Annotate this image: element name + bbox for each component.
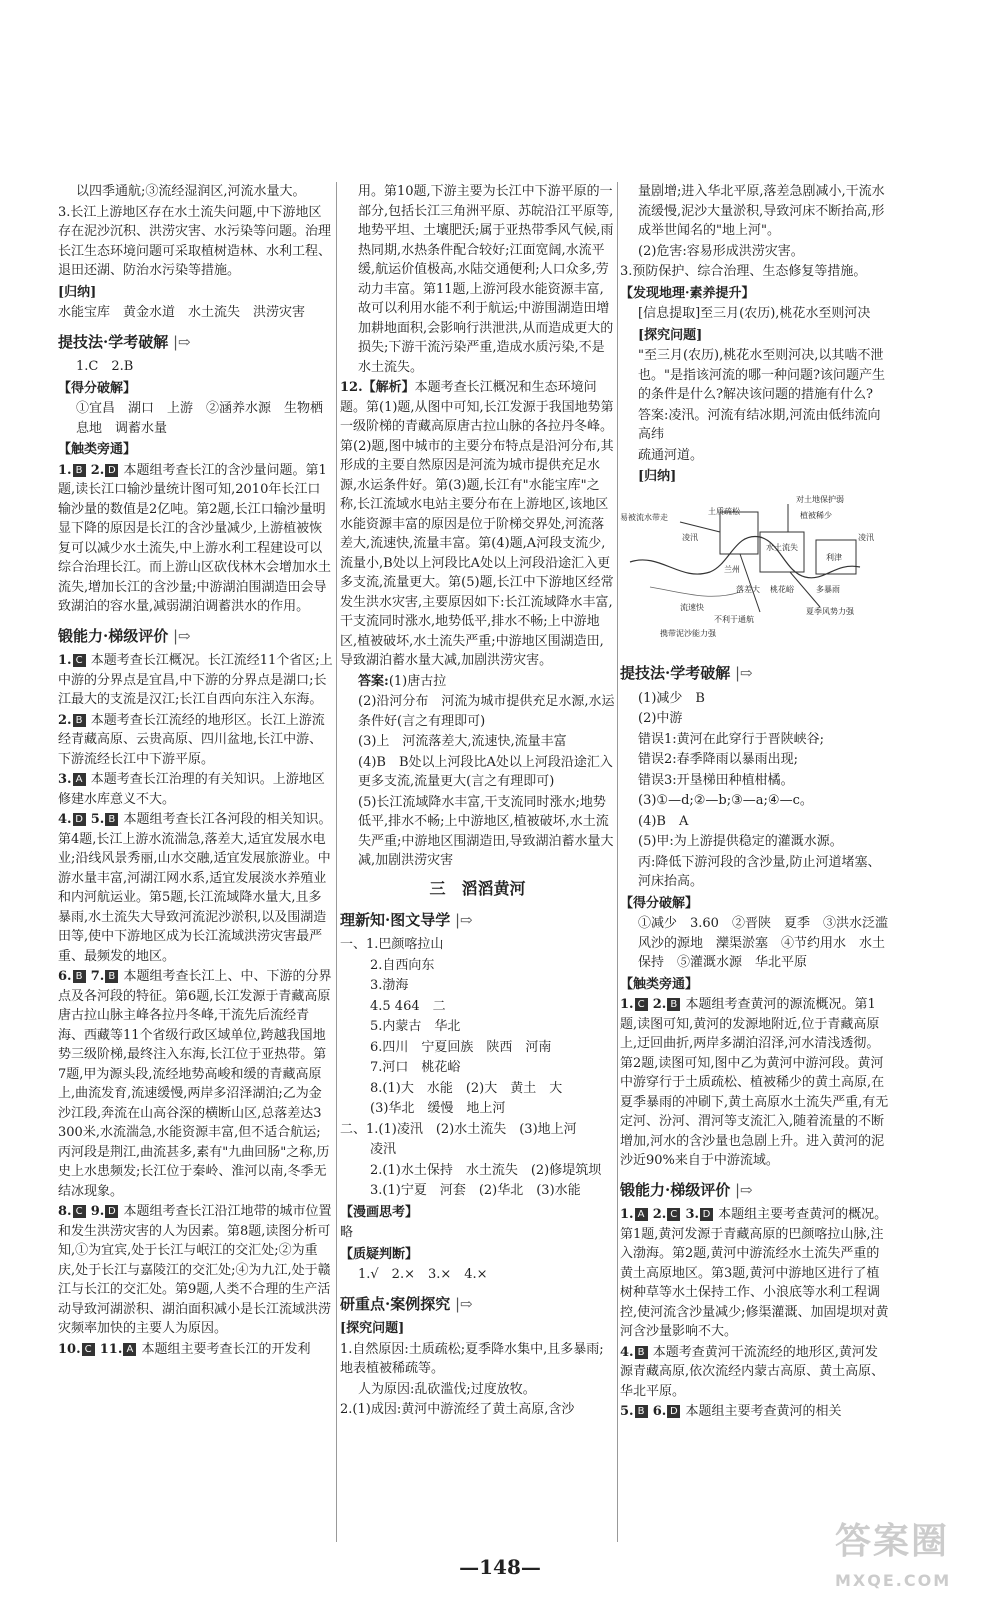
- answer-line: 凌汛: [370, 1142, 397, 1157]
- answer-badge: B: [667, 998, 680, 1011]
- info-extract: [信息提取]至三月(农历),桃花水至则河决: [638, 306, 871, 321]
- answer-line: 2.(1)成因:黄河中游流经了黄土高原,含沙: [340, 1402, 575, 1417]
- answer-badge: B: [73, 714, 86, 727]
- summary-label: [归纳]: [58, 284, 97, 300]
- answer-line: 1.自然原因:土质疏松;夏季降水集中,且多暴雨;地表植被稀疏等。: [340, 1341, 604, 1376]
- answer-item: 3. A 本题考查长江治理的有关知识。上游地区修建水库意义不大。: [58, 772, 325, 807]
- answer-badge: C: [73, 1205, 86, 1218]
- answer-line: (5)甲:为上游提供稳定的灌溉水源。: [638, 834, 843, 849]
- answer-line: 5.内蒙古 华北: [370, 1019, 461, 1034]
- section-heading: 提技法·学考破解 |⇨: [620, 664, 753, 682]
- answer-line: (1)减少 B: [638, 690, 705, 706]
- explore-label: [探究问题]: [638, 327, 703, 343]
- answer-badge: D: [667, 1405, 680, 1418]
- comic-label: 【漫画思考】: [340, 1204, 419, 1220]
- answer-line: (2)中游: [638, 711, 683, 726]
- answer-item: 12.【解析】本题考查长江概况和生态环境问题。第(1)题,从图中可知,长江发源于我国地势第一级阶梯的青藏高原唐古拉山脉的各拉丹冬峰。第(2)题,图中城市的主要分布特点是沿河分布,其形成的主要自然原因是河流为城市提供充足水源,水运条件好。第(3)题,长江有"水能宝库"之称,长江流域水电站主要分布在上游地区,该地区水能资源丰富的原因是位于阶梯交界处,河流落差大,流速快,流量丰富。第(4)题,A河段支流少,流量小,B处以上河段比A处以上河段沿途汇入更多支流,流量更大。第(5)题,长江中下游地区经常发生洪水灾害,主要原因如下:长江流域降水丰富,干支流同时涨水,地势低平,排水不畅;上中游地区,植被破坏,水土流失严重;中游地区围湖造田,导致湖泊蓄水量大减,加剧洪涝灾害。: [340, 380, 614, 668]
- answer-badge: D: [105, 1205, 118, 1218]
- diagram-label: 不利于通航: [714, 614, 754, 624]
- answer-line: (4)B A: [638, 813, 689, 829]
- diagram-label: 多暴雨: [816, 584, 840, 594]
- answer-item: 4. B 本题考查黄河干流流经的地形区,黄河发源青藏高原,依次流经内蒙古高原、黄土高原、华北平原。: [620, 1344, 885, 1399]
- column-divider: [617, 182, 618, 1542]
- column-divider: [336, 182, 337, 1542]
- score-analysis-label: 【得分破解】: [58, 380, 137, 396]
- diagram-label: 利津: [826, 552, 842, 562]
- answer-item: 6. B 7. B 本题组考查长江上、中、下游的分界点及各河段的特征。第6题,长江发源于青藏高原唐古拉山脉主峰各拉丹冬峰,干流先后流经青海、西藏等11个省级行政区域单位,跨越我国地势三级阶梯,最终注入东海,长江位于亚热带。第7题,甲为源头段,流经地势高峻和缓的青藏高原上,曲流发育,流速缓慢,两岸多沼泽湖泊;乙为金沙江段,奔流在山高谷深的横断山区,总落差达3 300米,水流湍急,水能资源丰富,但不适合航运;丙河段是荆江,曲流甚多,素有"九曲回肠"之称,历史上水患频发;长江位于秦岭、淮河以南,冬季无结冰现象。: [58, 969, 332, 1199]
- analogy-label: 【触类旁通】: [58, 442, 137, 457]
- explore-label: [探究问题]: [340, 1321, 405, 1336]
- answer-item: 8. C 9. D 本题组考查长江沿江地带的城市位置和发生洪涝灾害的人为因素。第8题,读图分析可知,①为宜宾,处于长江与岷江的交汇处;②为重庆,处于长江与嘉陵江的交汇处;④为九江,处于赣江与长江的交汇处。第9题,人类不合理的生产活动导致河湖淤积、湖泊面积减小是长江流域洪涝灾频率加快的主要人为原因。: [58, 1204, 332, 1336]
- answer-item: 4. D 5. B 本题组考查长江各河段的相关知识。第4题,长江上游水流湍急,落差大,适宜发展水电业;沿线风景秀丽,山水交融,适宜发展旅游业。中游水量丰富,河湖江网水系,适宜发展淡水养殖业和内河航运业。第5题,长江流域降水量大,且多暴雨,水土流失大导致河流泥沙淤积,以及围湖造田等,使中下游地区成为长江流域洪涝灾害最严重、最频发的地区。: [58, 812, 332, 964]
- section-heading: 研重点·案例探究 |⇨: [340, 1294, 473, 1313]
- explore-answer: 疏通河道。: [638, 447, 704, 463]
- answer-item: 1. C 本题考查长江概况。长江流经11个省区;上中游的分界点是宜昌,中下游的分界点是湖口;长江最大的支流是汉江;长江自西向东注入东海。: [58, 653, 333, 707]
- diagram-label: 易被流水带走: [620, 512, 668, 522]
- paragraph: 量剧增;进入华北平原,落差急剧减小,干流水流缓慢,泥沙大量淤积,导致河床不断抬高,形成举世闻名的"地上河"。: [638, 184, 885, 238]
- answer-line: 错误3:开垦梯田种植柑橘。: [638, 772, 794, 788]
- answer-badge: D: [73, 813, 86, 826]
- diagram-label: 夏季风势力强: [806, 606, 854, 616]
- watermark-url: MXQE.COM: [835, 1571, 952, 1590]
- answer-badge: A: [635, 1208, 648, 1221]
- paragraph: 以四季通航;③流经湿润区,河流水量大。: [76, 184, 306, 199]
- answer-line: 4.5 464 二: [370, 998, 446, 1014]
- answer-badge: C: [635, 998, 648, 1011]
- diagram-label: 对土地保护弱: [796, 494, 844, 504]
- comic-answer: 略: [340, 1225, 354, 1240]
- diagram-label: 凌汛: [682, 532, 698, 542]
- answer-line: 8.(1)大 水能 (2)大 黄土 大: [370, 1080, 563, 1096]
- answer-badge: B: [73, 464, 86, 477]
- summary-text: 水能宝库 黄金水道 水土流失 洪涝灾害: [58, 305, 306, 320]
- answer-badge: C: [73, 654, 86, 667]
- column-1: [58, 182, 333, 1360]
- answer-line: 错误1:黄河在此穿行于晋陕峡谷;: [638, 731, 825, 747]
- explore-question: "至三月(农历),桃花水至则河决,以其啮不泄也。"是指该河流的哪一种问题?该问题产生的条件是什么?解决该问题的措施有什么?: [638, 348, 885, 402]
- answer-line: 7.河口 桃花峪: [370, 1060, 461, 1075]
- answer-line: 3.渤海: [370, 978, 409, 993]
- answer-line: (2)危害:容易形成洪涝灾害。: [638, 243, 804, 259]
- answer-badge: B: [73, 970, 86, 983]
- judgement-label: 【质疑判断】: [340, 1246, 419, 1262]
- discover-label: 【发现地理·素养提升】: [620, 285, 755, 301]
- answer-line: 错误2:春季降雨以暴雨出现;: [638, 752, 799, 767]
- section-heading: 理新知·图文导学 |⇨: [340, 910, 473, 929]
- page-number: —148—: [459, 1555, 541, 1579]
- diagram-label: 凌汛: [858, 532, 874, 542]
- diagram-label: 水土流失: [766, 542, 798, 552]
- answer-badge: B: [105, 970, 118, 983]
- answer-line: (5)长江流域降水丰富,干支流同时涨水;地势低平,排水不畅;上中游地区,植被破坏,水土流失严重;中游地区围湖造田,导致湖泊蓄水量大减,加剧洪涝灾害: [358, 794, 614, 868]
- answer-line: 丙:降低下游河段的含沙量,防止河道堵塞、河床抬高。: [638, 854, 881, 889]
- answer-item: 5. B 6. D 本题组主要考查黄河的相关: [620, 1404, 842, 1419]
- answer-line: 3.预防保护、综合治理、生态修复等措施。: [620, 264, 867, 279]
- score-analysis-label: 【得分破解】: [620, 895, 699, 911]
- answer-badge: B: [635, 1346, 648, 1359]
- diagram-label: 流速快: [680, 602, 704, 612]
- judgement-answer: 1.√ 2.× 3.× 4.×: [358, 1267, 488, 1282]
- paragraph: 用。第10题,下游主要为长江中下游平原的一部分,包括长江三角洲平原、苏皖沿江平原等,地势平坦、土壤肥沃;属于亚热带季风气候,雨热同期,水热条件配合较好;江面宽阔,水流平缓,航运价值极高,水陆交通便利;人口众多,劳动力丰富。第11题,上游河段水能资源丰富,故可以利用水能不利于航运;中游围湖造田增加耕地面积,会影响行洪泄洪,从而造成更大的损失;下游干流污染严重,造成水质污染,不是水土流失。: [358, 184, 614, 375]
- answer-q3: 3.长江上游地区存在水土流失问题,中下游地区存在泥沙沉积、洪涝灾害、水污染等问题。治理长江生态环境问题可采取植树造林、水利工程、退田还湖、防治水污染等措施。: [58, 204, 332, 278]
- diagram-label: 土质疏松: [708, 506, 740, 516]
- answer-badge: C: [82, 1343, 95, 1356]
- score-analysis-text: ①减少 3.60 ②晋陕 夏季 ③洪水泛滥 风沙的源地 灤渠淤塞 ④节约用水 水土保持 ⑤灌溉水源 华北平原: [638, 916, 901, 970]
- column-3: [620, 182, 901, 1423]
- answer-line: (3)①—d;②—b;③—a;④—c。: [638, 793, 813, 808]
- diagram-label: 携带泥沙能力强: [660, 628, 716, 638]
- column-2: [340, 182, 615, 1421]
- diagram-label: 桃花峪: [770, 584, 794, 594]
- score-analysis-text: ①宜昌 湖口 上游 ②涵养水源 生物栖息地 调蓄水量: [76, 401, 324, 436]
- answer-line: 一、1.巴颜喀拉山: [340, 937, 444, 952]
- explore-answer: 答案:凌汛。河流有结冰期,河流由低纬流向高纬: [638, 407, 881, 442]
- answer-item: 1. A 2. C 3. D 本题组主要考查黄河的概况。第1题,黄河发源于青藏高原的巴颜喀拉山脉,注入渤海。第2题,黄河中游流经水土流失严重的黄土高原地区。第3题,黄河中游地区进行了植树种草等水土保持工作、小浪底等水利工程调控,使河流含沙量减少;修渠灌溉、加固堤坝对黄河含沙量影响不大。: [620, 1207, 889, 1339]
- answer-line: 二、1.(1)凌汛 (2)水土流失 (3)地上河: [340, 1121, 577, 1137]
- diagram-label: 兰州: [724, 564, 740, 574]
- answer-line: 1.C 2.B: [76, 359, 134, 374]
- diagram-label: 落差大: [736, 584, 760, 594]
- answer-badge: C: [667, 1208, 680, 1221]
- answer-badge: B: [635, 1405, 648, 1418]
- answer-item: 10. C 11. A 本题组主要考查长江的开发利: [58, 1341, 311, 1357]
- answer-line: 2.(1)水土保持 水土流失 (2)修堤筑坝: [370, 1162, 602, 1178]
- section-heading: 锻能力·梯级评价 |⇨: [620, 1180, 753, 1199]
- answer-line: (3)华北 缓慢 地上河: [370, 1101, 506, 1116]
- answer-line: 6.四川 宁夏回族 陕西 河南: [370, 1039, 552, 1055]
- answer-item: 1. B 2. D 本题组考查长江的含沙量问题。第1题,读长江口输沙量统计图可知,2010年长江口输沙量的数值是2亿吨。第2题,长江口输沙量明显下降的原因是长江的含沙量减少,上游植被恢复可以减少水土流失,中上游水利工程建设可以综合治理长江。而上游山区砍伐林木会增加水土流失,增加长江的含沙量;中游湖泊围湖造田会导致湖泊的容水量,减弱湖泊调蓄洪水的作用。: [58, 462, 332, 614]
- lesson-title: 三 滔滔黄河: [429, 878, 526, 898]
- answer-badge: A: [123, 1343, 136, 1356]
- answer-badge: A: [73, 773, 86, 786]
- section-heading: 提技法·学考破解 |⇨: [58, 332, 191, 351]
- answer-badge: D: [105, 464, 118, 477]
- answer-item: 1. C 2. B 本题组考查黄河的源流概况。第1题,读图可知,黄河的发源地附近,位于青藏高原上,迂回曲折,两岸多湖泊沼泽,河水清浅透彻。第2题,读图可知,图中乙为黄河中游河段。黄河中游穿行于土质疏松、植被稀少的黄土高原,在夏季暴雨的冲刷下,黄土高原水土流失严重,有无定河、汾河、渭河等支流汇入,随着流量的不断增加,河水的含沙量也急剧上升。进入黄河的泥沙近90%来自于中游流域。: [620, 997, 889, 1168]
- answer-badge: D: [700, 1208, 713, 1221]
- answer-line: 3.(1)宁夏 河套 (2)华北 (3)水能: [370, 1183, 581, 1198]
- answer-line: 2.自西向东: [370, 957, 435, 973]
- yellow-river-diagram: [620, 492, 882, 642]
- answer-badge: B: [105, 813, 118, 826]
- answer-line: (4)B B处以上河段比A处以上河段沿途汇入更多支流,流量更大(言之有理即可): [358, 754, 613, 789]
- answer-line: (3)上 河流落差大,流速快,流量丰富: [358, 734, 567, 749]
- answer-line: 人为原因:乱砍滥伐;过度放牧。: [358, 1381, 536, 1397]
- section-heading: 锻能力·梯级评价 |⇨: [58, 626, 191, 645]
- answer-label: 答案:(1)唐古拉: [358, 673, 447, 689]
- analogy-label: 【触类旁通】: [620, 976, 699, 992]
- watermark-logo: [835, 1515, 951, 1593]
- diagram-label: 植被稀少: [800, 510, 832, 520]
- answer-item: 2. B 本题考查长江流经的地形区。长江上游流经青藏高原、云贵高原、四川盆地,长江中游、下游流经长江中下游平原。: [58, 712, 325, 767]
- summary-label: [归纳]: [638, 469, 677, 484]
- watermark-text: 答案圈: [835, 1521, 950, 1562]
- answer-line: (2)沿河分布 河流为城市提供充足水源,水运条件好(言之有理即可): [358, 694, 615, 729]
